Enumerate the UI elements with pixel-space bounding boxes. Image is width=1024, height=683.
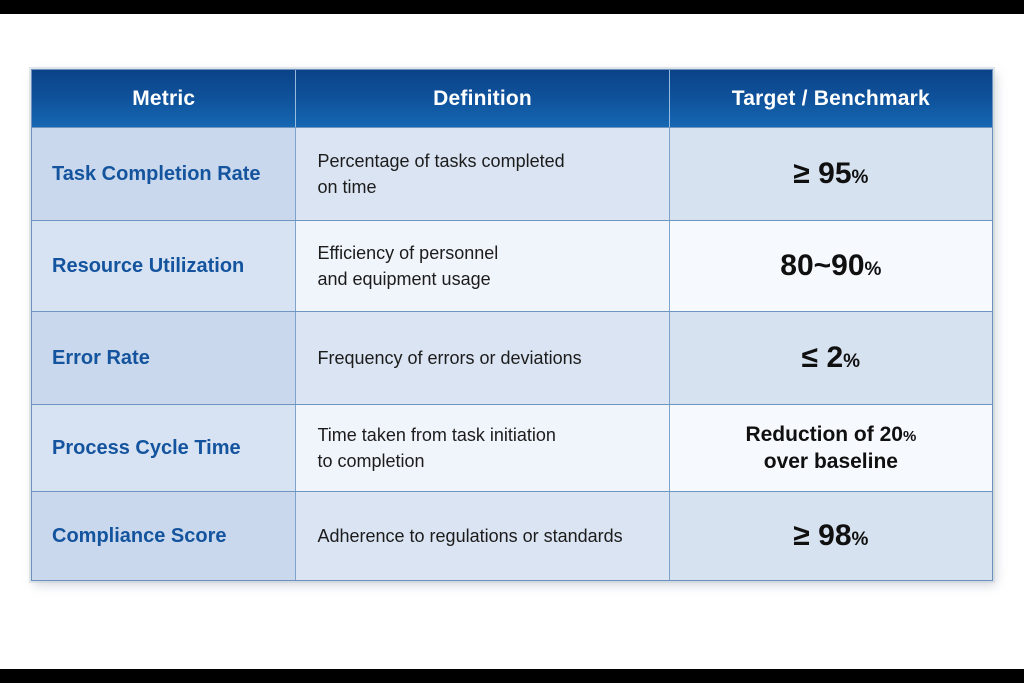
- target-line: [780, 249, 881, 283]
- definition-cell: [295, 492, 668, 580]
- table-row: [32, 311, 992, 404]
- target-text-segment: %: [851, 529, 869, 550]
- definition-cell: [295, 128, 668, 220]
- target-line: [764, 448, 898, 475]
- metric-cell: Process Cycle Time: [32, 405, 295, 491]
- target-text-segment: 80~90: [780, 249, 865, 282]
- target-line: [793, 519, 868, 553]
- table-body: [32, 127, 992, 580]
- table-row: [32, 220, 992, 311]
- definition-line: on time: [317, 177, 377, 197]
- definition-line: Efficiency of personnel: [317, 243, 499, 263]
- target-text-segment: ≥ 98: [793, 519, 852, 552]
- target-text-segment: ≥ 95: [793, 157, 852, 190]
- definition-line: Adherence to regulations or standards: [317, 526, 623, 546]
- target-text-segment: Reduction of 20: [745, 423, 903, 446]
- header-cell-metric: Metric: [132, 86, 196, 110]
- target-text-segment: %: [851, 167, 869, 188]
- metrics-table: [31, 69, 993, 581]
- target-line: [745, 421, 916, 448]
- metric-cell: Resource Utilization: [32, 221, 295, 311]
- target-text-segment: %: [843, 351, 861, 372]
- table-row: [32, 404, 992, 491]
- target-line: [802, 341, 860, 375]
- target-text-segment: over baseline: [763, 450, 898, 473]
- header-cell-definition: Definition: [295, 70, 668, 127]
- target-text-segment: %: [902, 428, 917, 445]
- target-cell: [669, 221, 992, 311]
- target-cell: [669, 312, 992, 404]
- metric-cell: Compliance Score: [32, 492, 295, 580]
- target-cell: [669, 492, 992, 580]
- definition-cell: [295, 312, 668, 404]
- table-row: [32, 127, 992, 220]
- metric-cell: Task Completion Rate: [32, 128, 295, 220]
- definition-cell: [295, 405, 668, 491]
- letterbox-top-bar: [0, 0, 1024, 14]
- definition-line: to completion: [317, 451, 425, 471]
- definition-line: Time taken from task initiation: [317, 425, 556, 445]
- metric-cell: Error Rate: [32, 312, 295, 404]
- definition-line: Percentage of tasks completed: [317, 151, 565, 171]
- table-header-row: [32, 70, 992, 127]
- definition-line: and equipment usage: [317, 269, 491, 289]
- table-row: [32, 491, 992, 580]
- target-text-segment: %: [864, 259, 882, 280]
- definition-line: Frequency of errors or deviations: [317, 348, 582, 368]
- target-cell: [669, 405, 992, 491]
- target-line: [793, 157, 868, 191]
- header-cell-target-benchmark: Target / Benchmark: [669, 70, 992, 127]
- letterbox-bottom-bar: [0, 669, 1024, 683]
- definition-cell: [295, 221, 668, 311]
- target-text-segment: ≤ 2: [801, 341, 844, 374]
- target-cell: [669, 128, 992, 220]
